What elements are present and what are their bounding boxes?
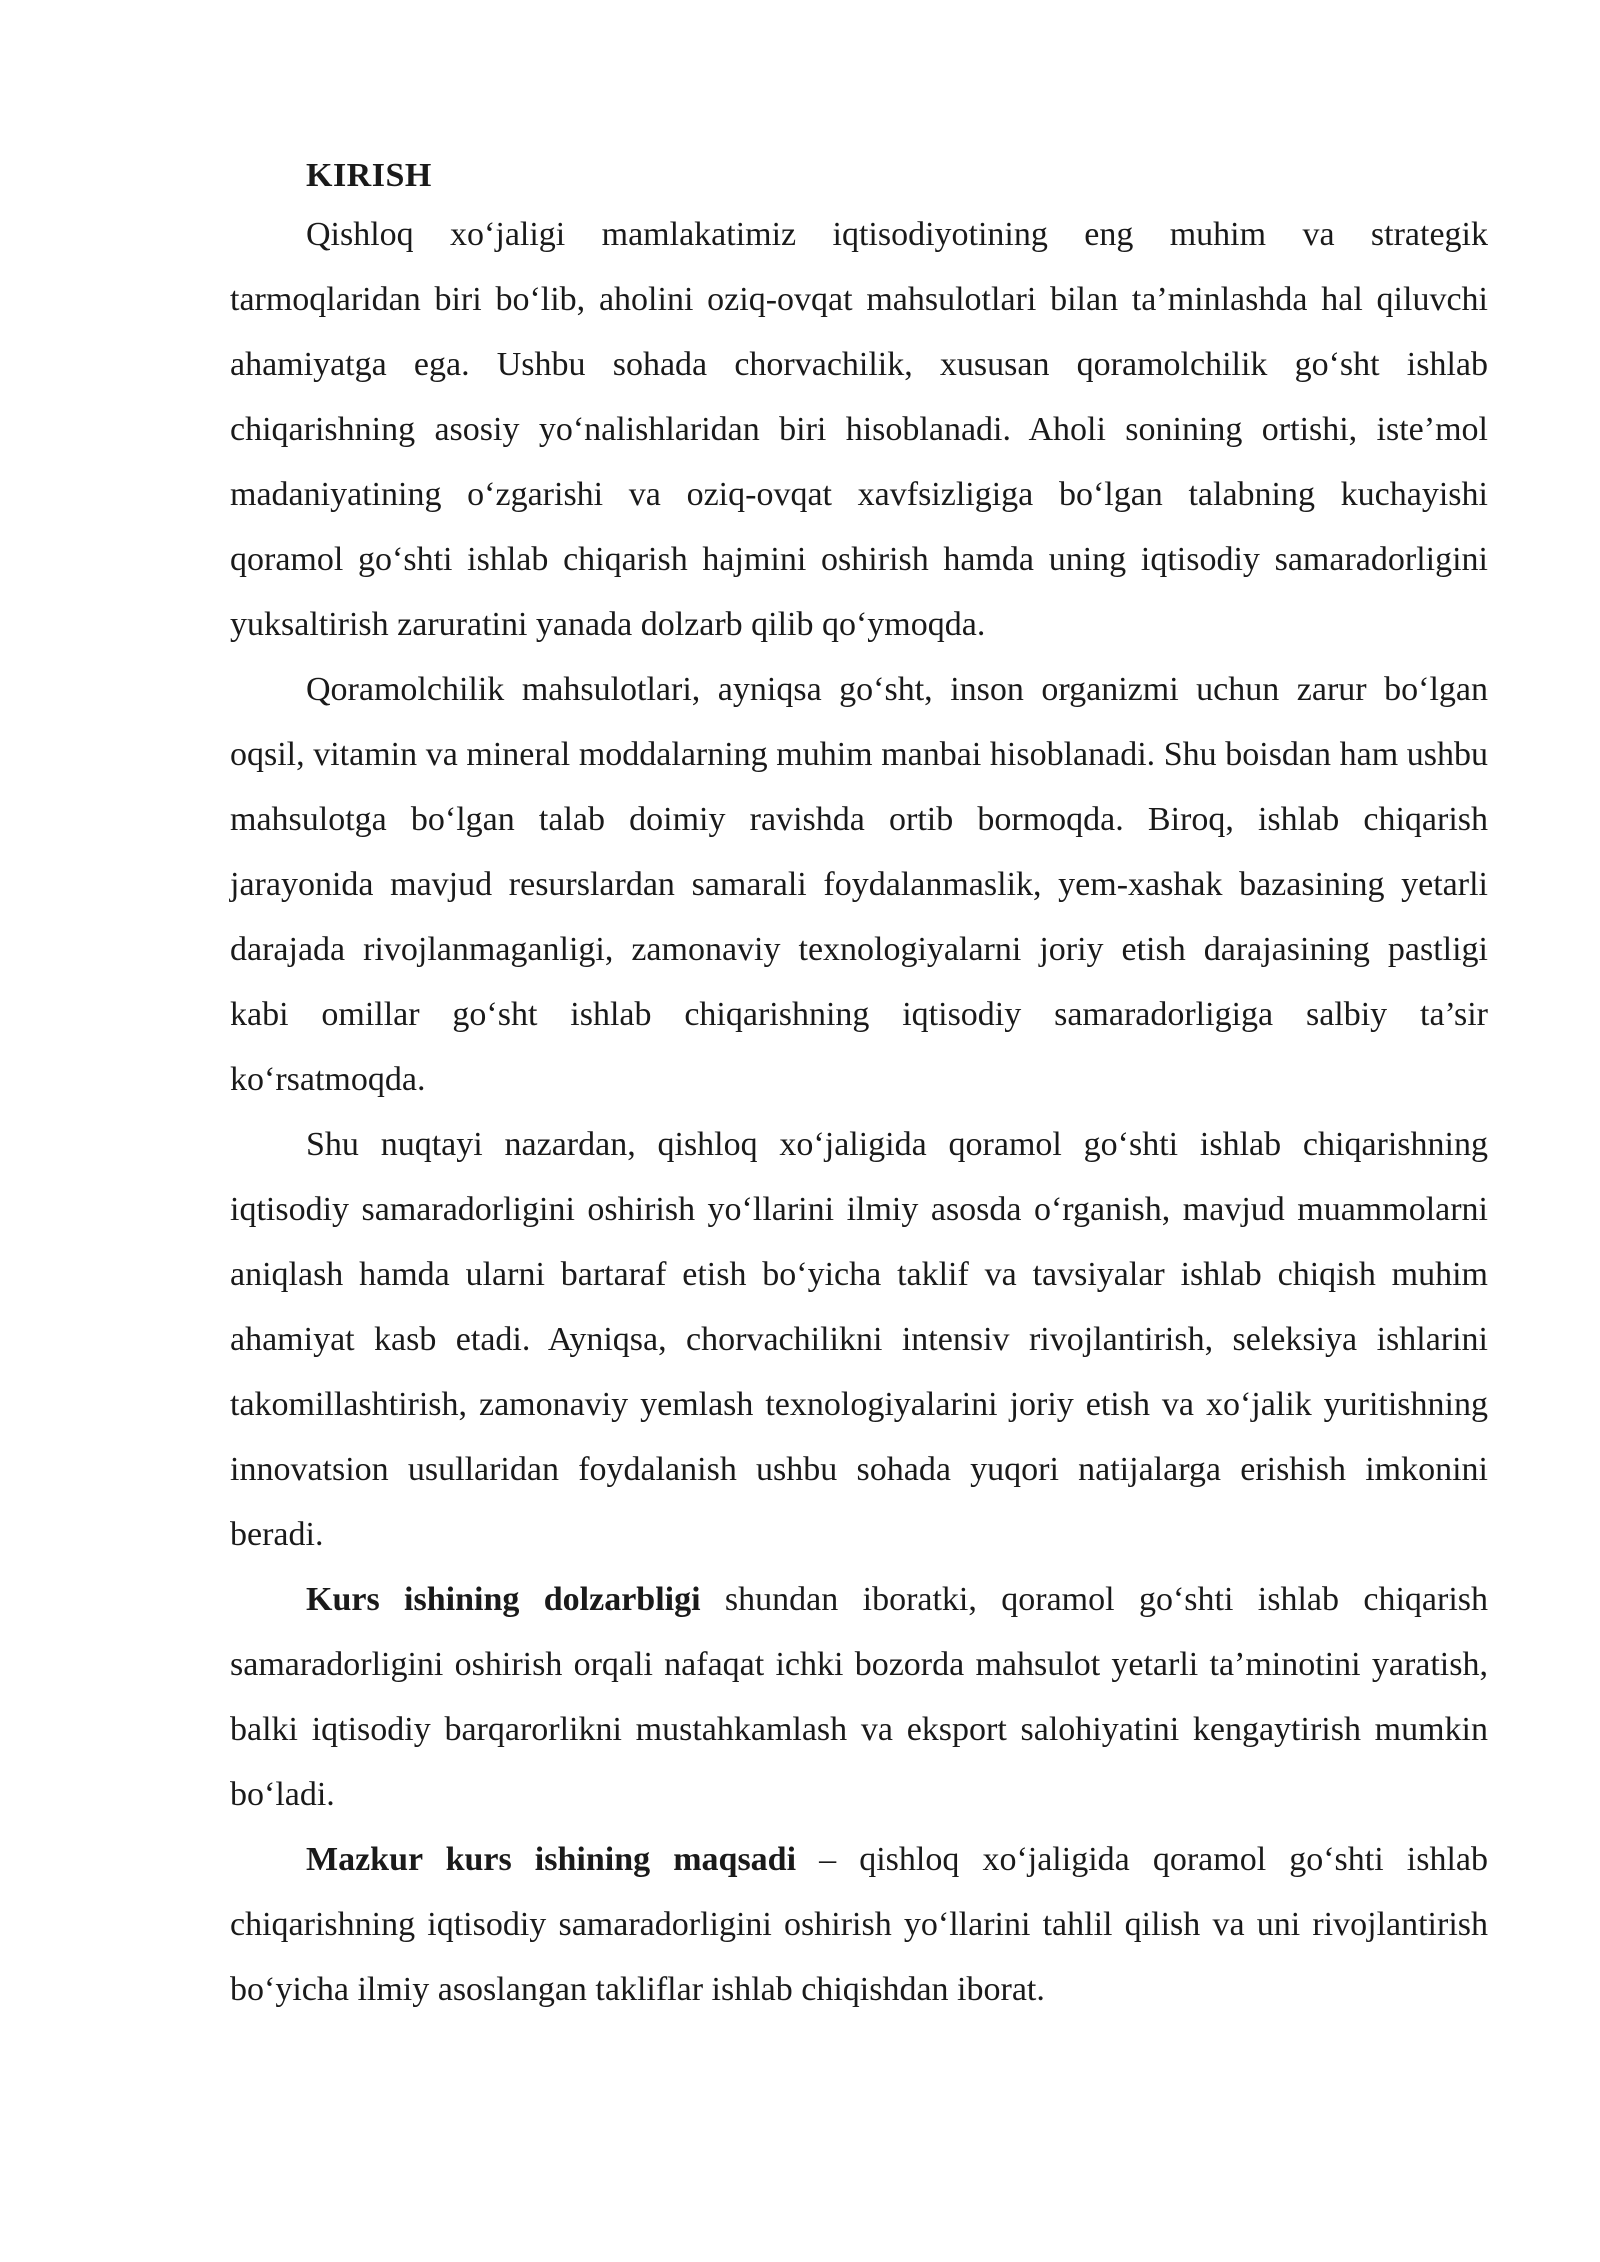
paragraph-relevance: [230, 1567, 1488, 1827]
paragraph-text: – qishloq xo‘jaligida qoramol go‘shti ishlab chiqarishning iqtisodiy samaradorligini oshirish yo‘llarini tahlil qilish va uni rivojlantirish bo‘yicha ilmiy asoslangan takliflar ishlab chiqishdan iborat.: [230, 1841, 1488, 2008]
paragraph-goal: [230, 1827, 1488, 2022]
paragraph-text: shundan iboratki, qoramol go‘shti ishlab chiqarish samaradorligini oshirish orqali nafaqat ichki bozorda mahsulot yetarli ta’minotini yaratish, balki iqtisodiy barqarorlikni mustahkamlash va eksport salohiyatini kengaytirish mumkin bo‘ladi.: [230, 1581, 1488, 1813]
paragraph-intro: [230, 202, 1488, 657]
section-heading: KIRISH: [306, 157, 432, 194]
paragraph-text: Shu nuqtayi nazardan, qishloq xo‘jaligida qoramol go‘shti ishlab chiqarishning iqtisodiy samaradorligini oshirish yo‘llarini ilmiy asosda o‘rganish, mavjud muammolarni aniqlash hamda ularni bartaraf etish bo‘yicha taklif va tavsiyalar ishlab chiqish muhim ahamiyat kasb etadi. Ayniqsa, chorvachilikni intensiv rivojlantirish, seleksiya ishlarini takomillashtirish, zamonaviy yemlash texnologiyalarini joriy etish va xo‘jalik yuritishning innovatsion usullaridan foydalanish ushbu sohada yuqori natijalarga erishish imkonini beradi.: [230, 1126, 1488, 1553]
paragraph-bold-lead: Kurs ishining dolzarbligi: [306, 1581, 701, 1618]
paragraph-perspective: [230, 1112, 1488, 1567]
paragraph-products: [230, 657, 1488, 1112]
paragraph-text: Qishloq xo‘jaligi mamlakatimiz iqtisodiyotining eng muhim va strategik tarmoqlaridan biri bo‘lib, aholini oziq-ovqat mahsulotlari bilan ta’minlashda hal qiluvchi ahamiyatga ega. Ushbu sohada chorvachilik, xususan qoramolchilik go‘sht ishlab chiqarishning asosiy yo‘nalishlaridan biri hisoblanadi. Aholi sonining ortishi, iste’mol madaniyatining o‘zgarishi va oziq-ovqat xavfsizligiga bo‘lgan talabning kuchayishi qoramol go‘shti ishlab chiqarish hajmini oshirish hamda uning iqtisodiy samaradorligini yuksaltirish zaruratini yanada dolzarb qilib qo‘ymoqda.: [230, 216, 1488, 643]
paragraph-bold-lead: Mazkur kurs ishining maqsadi: [306, 1841, 797, 1878]
paragraph-text: Qoramolchilik mahsulotlari, ayniqsa go‘sht, inson organizmi uchun zarur bo‘lgan oqsil, vitamin va mineral moddalarning muhim manbai hisoblanadi. Shu boisdan ham ushbu mahsulotga bo‘lgan talab doimiy ravishda ortib bormoqda. Biroq, ishlab chiqarish jarayonida mavjud resurslardan samarali foydalanmaslik, yem-xashak bazasining yetarli darajada rivojlanmaganligi, zamonaviy texnologiyalarni joriy etish darajasining pastligi kabi omillar go‘sht ishlab chiqarishning iqtisodiy samaradorligiga salbiy ta’sir ko‘rsatmoqda.: [230, 671, 1488, 1098]
